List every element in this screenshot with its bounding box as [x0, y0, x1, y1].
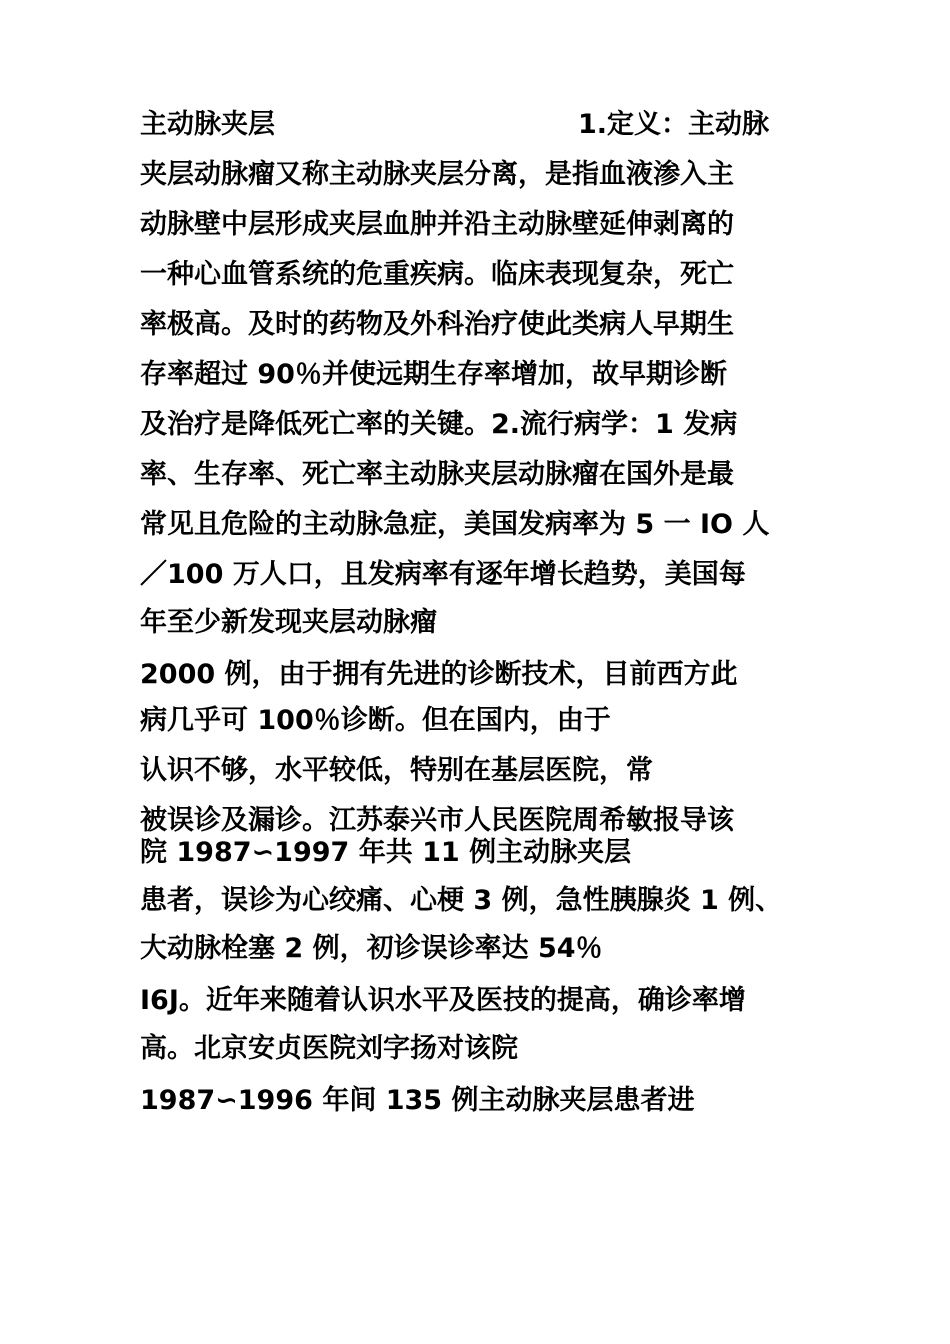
paragraph-line: 病几乎可 100％诊断。但在国内，由于 [140, 705, 611, 736]
paragraph-line: 存率超过 90％并使远期生存率增加，故早期诊断 [140, 359, 727, 390]
paragraph-line: 率极高。及时的药物及外科治疗使此类病人早期生 [140, 309, 734, 340]
paragraph-line: 患者，误诊为心绞痛、心梗 3 例，急性胰腺炎 1 例、 [140, 885, 783, 916]
paragraph-line: ／100 万人口，且发病率有逐年增长趋势，美国每 [140, 559, 746, 590]
paragraph-line: 率、生存率、死亡率主动脉夹层动脉瘤在国外是最 [140, 459, 734, 490]
definition-heading: 1.定义：主动脉 [578, 109, 770, 140]
paragraph-line: 动脉壁中层形成夹层血肿并沿主动脉壁延伸剥离的 [140, 209, 734, 240]
paragraph-line: 2000 例，由于拥有先进的诊断技术，目前西方此 [140, 659, 738, 690]
paragraph-line: 年至少新发现夹层动脉瘤 [140, 607, 437, 638]
paragraph-line: 及治疗是降低死亡率的关键。2.流行病学：1 发病 [140, 409, 738, 440]
paragraph-line: 夹层动脉瘤又称主动脉夹层分离，是指血液渗入主 [140, 159, 734, 190]
paragraph-line: I6J。近年来随着认识水平及医技的提高，确诊率增 [140, 985, 746, 1016]
paragraph-line: 常见且危险的主动脉急症，美国发病率为 5 一 IO 人 [140, 509, 770, 540]
paragraph-line: 院 1987∽1997 年共 11 例主动脉夹层 [140, 837, 632, 868]
paragraph-line: 认识不够，水平较低，特别在基层医院，常 [140, 755, 653, 786]
document-title: 主动脉夹层 [140, 109, 275, 140]
paragraph-line: 被误诊及漏诊。江苏泰兴市人民医院周希敏报导该 [140, 805, 734, 836]
paragraph-line: 1987∽1996 年间 135 例主动脉夹层患者进 [140, 1085, 695, 1116]
paragraph-line: 一种心血管系统的危重疾病。临床表现复杂，死亡 [140, 259, 734, 290]
paragraph-line: 大动脉栓塞 2 例，初诊误诊率达 54％ [140, 933, 603, 964]
paragraph-line: 高。北京安贞医院刘字扬对该院 [140, 1033, 518, 1064]
